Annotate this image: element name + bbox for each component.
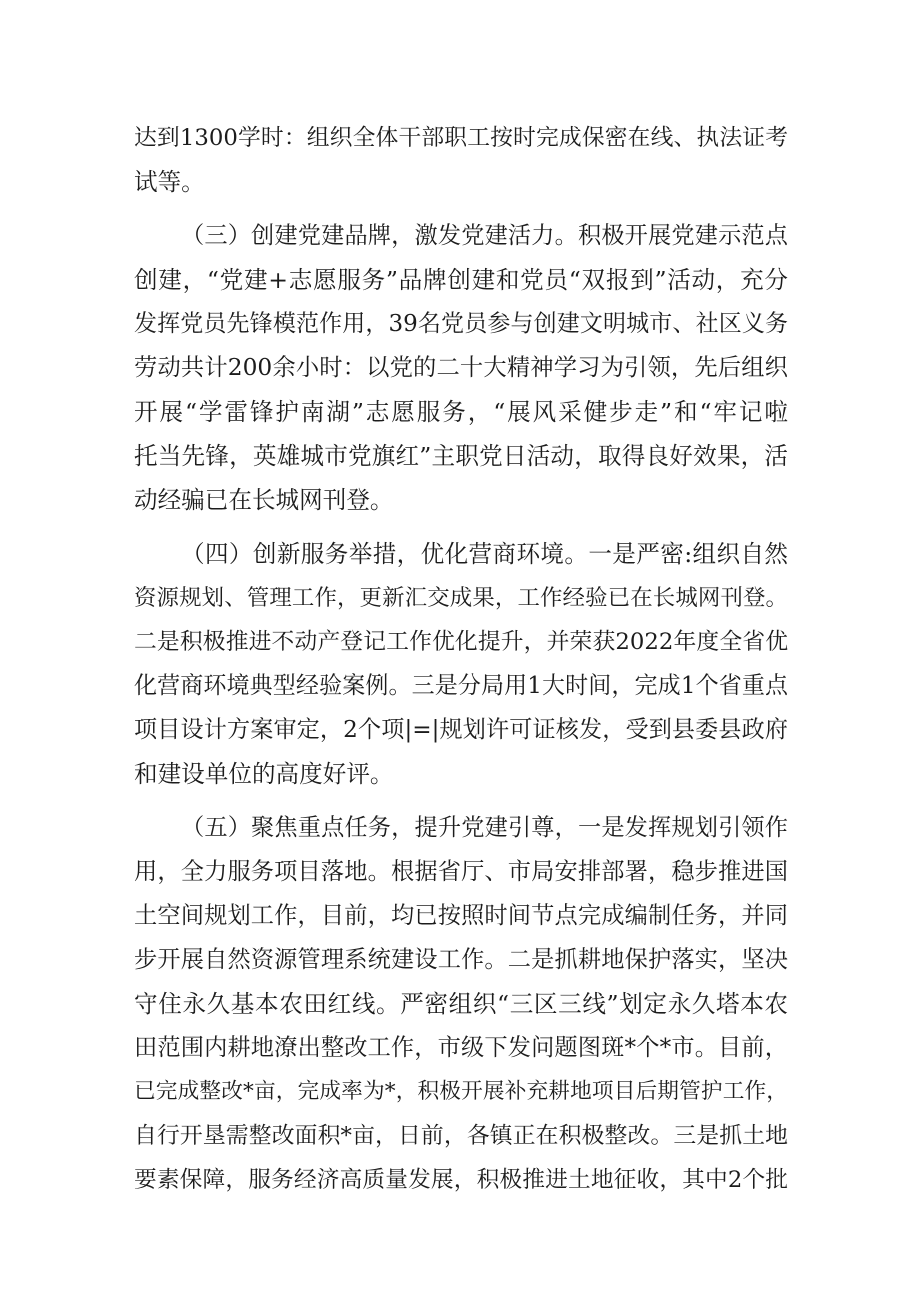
text-line: 二是积极推进不动产登记工作优化提升，并荣获2022年度全省优 — [134, 629, 788, 655]
text-line: 已完成整改*亩，完成率为*，积极开展补充耕地项目后期管护工作， — [134, 1079, 788, 1104]
text-line: 和建设单位的高度好评。 — [134, 760, 394, 788]
text-line: 土空间规划工作，目前，均已按照时间节点完成编制任务，并同 — [134, 902, 788, 929]
text-line: 劳动共计200余小时：以党的二十大精神学习为引领，先后组织 — [134, 354, 788, 381]
text-line: 试等。 — [134, 168, 205, 196]
paragraph-section-5 — [134, 806, 788, 1202]
text-line: 托当先锋，英雄城市党旗红”主职党日活动，取得良好效果，活 — [134, 442, 788, 470]
text-line: 达到1300学时：组织全体干部职工按时完成保密在线、执法证考 — [134, 125, 788, 151]
text-line: 开展“学雷锋护南湖”志愿服务，“展风采健步走”和“牢记啦 — [134, 398, 788, 426]
text-line: （五）聚焦重点任务，提升党建引尊，一是发挥规划引领作 — [181, 814, 788, 841]
paragraph-section-4 — [134, 532, 788, 796]
text-line: 化营商环境典型经验案例。三是分局用1大时间，完成1个省重点 — [134, 673, 788, 699]
text-line: 资源规划、管理工作，更新汇交成果，工作经验已在长城网刊登。 — [134, 585, 788, 611]
text-line: 守住永久基本农田红线。严密组织“三区三线”划定永久塔本农 — [134, 990, 788, 1018]
text-line: 自行开垦需整改面积*亩，日前，各镇正在积极整改。三是抓土地 — [134, 1123, 788, 1149]
text-line: （三）创建党建品牌，激发党建活力。积极开展党建示范点 — [181, 222, 788, 249]
text-line: 创建，“党建+志愿服务”品牌创建和党员“双报到”活动，充分 — [134, 266, 788, 294]
text-line: 田范围内耕地潦出整改工作，市级下发问题图斑*个*市。目前， — [134, 1034, 788, 1061]
paragraph-gap — [134, 204, 788, 214]
text-line: 项目设计方案审定，2个项|=|规划许可证核发，受到县委县政府 — [134, 717, 788, 743]
text-line: 用，全力服务项目落地。根据省厅、市局安排部署，稳步推进国 — [134, 858, 788, 885]
paragraph-gap — [134, 522, 788, 532]
text-line: （四）创新服务举措，优化营商环境。一是严密:组织自然 — [181, 540, 788, 568]
paragraph-continuation — [134, 116, 788, 204]
text-line: 发挥党员先锋模范作用，39名党员参与创建文明城市、社区义务 — [134, 311, 788, 337]
text-line: 要素保障，服务经济高质量发展，积极推进土地征收，其中2个批 — [134, 1167, 788, 1193]
document-body — [134, 116, 788, 1202]
paragraph-section-3 — [134, 214, 788, 522]
text-line: 动经骗已在长城网刊登。 — [134, 486, 394, 514]
paragraph-gap — [134, 796, 788, 806]
text-line: 步开展自然资源管理系统建设工作。二是抓耕地保护落实，坚决 — [134, 946, 788, 973]
